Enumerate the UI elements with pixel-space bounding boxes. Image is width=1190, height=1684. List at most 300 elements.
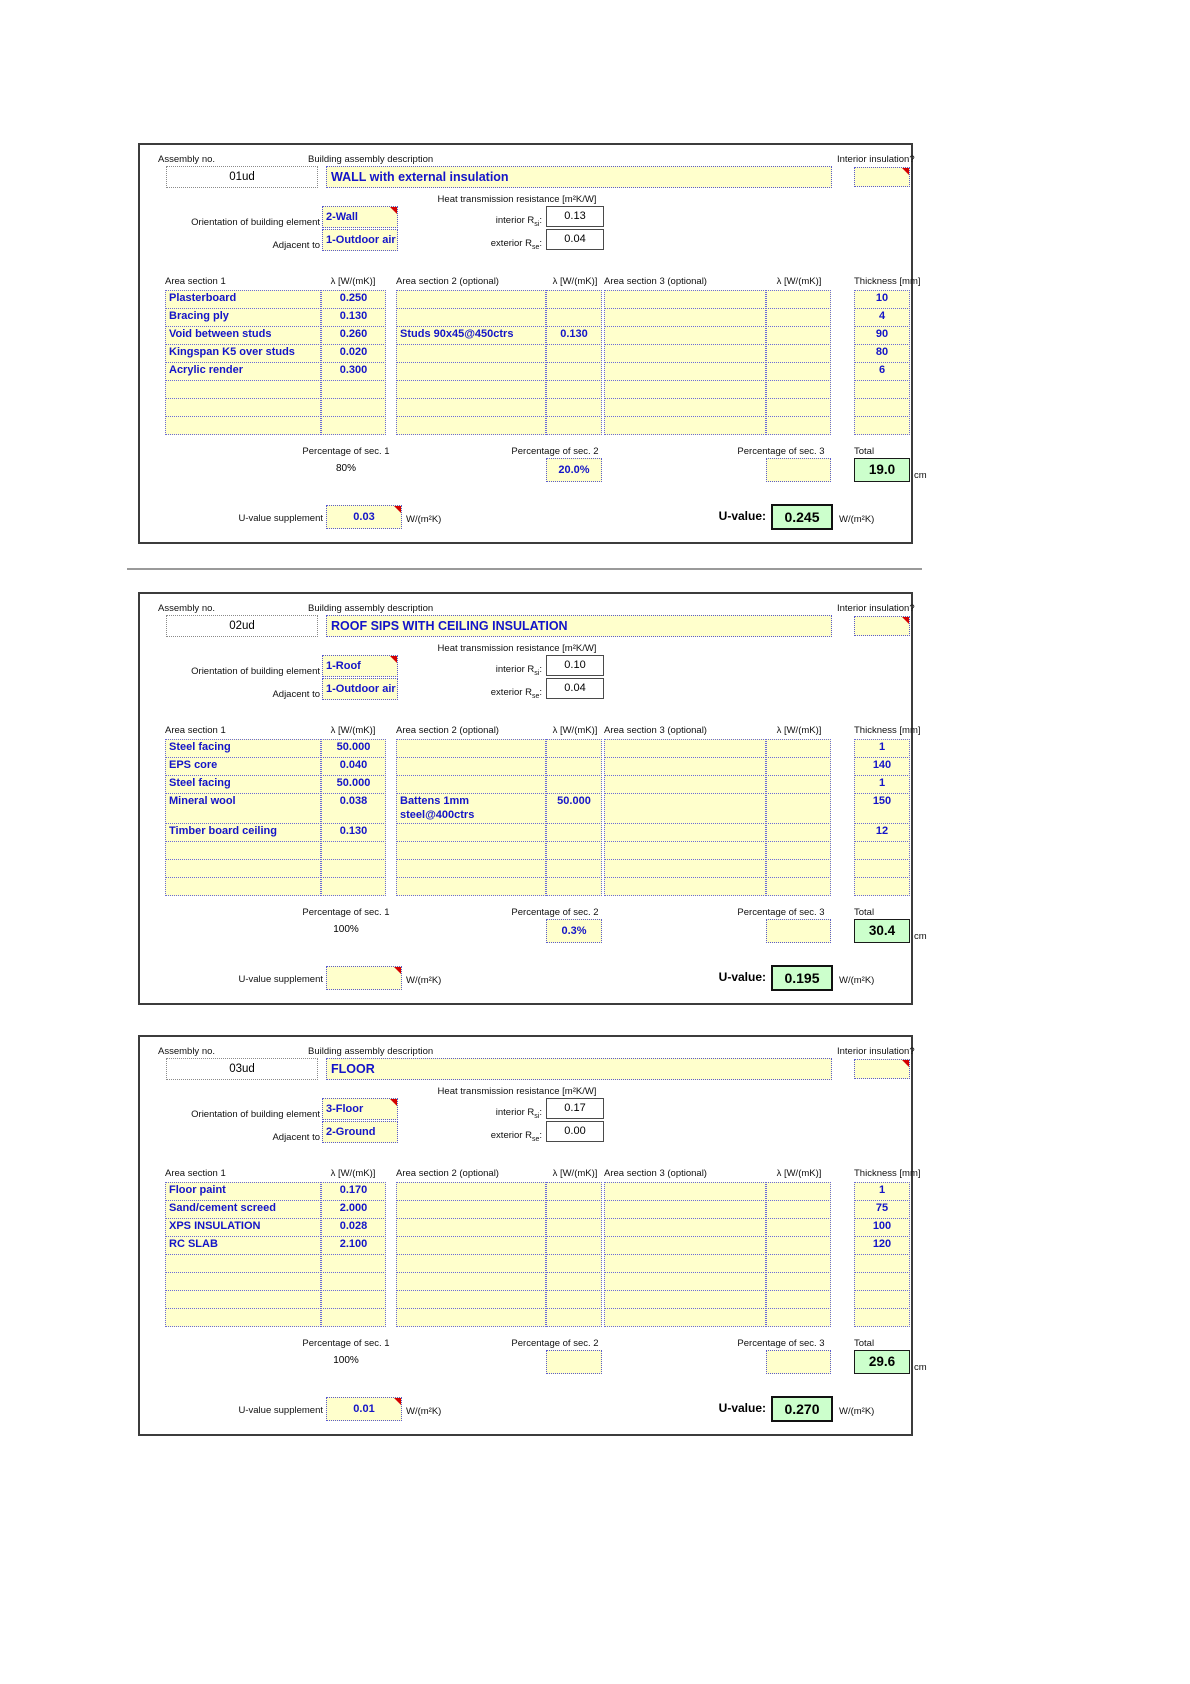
lambda-cell[interactable]: [546, 308, 602, 327]
u-value-unit-label: W/(m²K): [839, 974, 875, 986]
pct1-value: 100%: [333, 923, 359, 935]
supplement-field[interactable]: [326, 966, 402, 990]
supplement-unit-label: W/(m²K): [406, 1405, 442, 1417]
lambda-cell[interactable]: [321, 1254, 386, 1273]
u-value-label: U-value:: [718, 509, 766, 523]
u-value-label: U-value:: [718, 969, 766, 984]
pct3-label: Percentage of sec. 3: [737, 906, 825, 918]
pct2-label: Percentage of sec. 2: [511, 906, 599, 918]
lambda-cell[interactable]: 0.040: [321, 757, 386, 776]
assembly-list: [138, 143, 927, 1466]
table-row: [140, 877, 911, 896]
lambda-cell[interactable]: 0.260: [321, 326, 386, 345]
material-cell[interactable]: Bracing ply: [165, 308, 321, 327]
lambda1-header: λ [W/(mK)]: [330, 276, 376, 287]
material-cell[interactable]: [165, 398, 321, 417]
supplement-field[interactable]: 0.03: [326, 505, 402, 529]
orientation-field[interactable]: 3-Floor: [322, 1098, 398, 1120]
thickness-cell[interactable]: 150: [854, 793, 910, 824]
lambda-cell[interactable]: [546, 344, 602, 363]
exterior-r-value: 0.04: [546, 229, 604, 250]
adjacent-row: [140, 1121, 911, 1144]
lambda2-header: λ [W/(mK)]: [552, 1167, 598, 1179]
assembly-no-label: Assembly no.: [158, 154, 216, 165]
material-cell[interactable]: [604, 1254, 766, 1273]
lambda-cell[interactable]: 50.000: [321, 775, 386, 794]
lambda-cell[interactable]: [766, 380, 831, 399]
u-value-label: U-value:: [718, 1400, 766, 1415]
material-cell[interactable]: [396, 775, 546, 794]
interior-r-value: 0.17: [546, 1098, 604, 1119]
material-cell[interactable]: [396, 1308, 546, 1327]
material-cell[interactable]: Battens 1mm steel@400ctrs: [396, 793, 546, 824]
thickness-cell[interactable]: 1: [854, 1182, 910, 1201]
thickness-cell[interactable]: 10: [854, 290, 910, 309]
material-cell[interactable]: [396, 859, 546, 878]
pct1-label: Percentage of sec. 1: [302, 1337, 390, 1349]
thickness-cell[interactable]: [854, 1254, 910, 1273]
lambda-cell[interactable]: [321, 859, 386, 878]
material-cell[interactable]: [396, 344, 546, 363]
lambda-cell[interactable]: [766, 362, 831, 381]
lambda-cell[interactable]: [546, 290, 602, 309]
adjacent-to-label: Adjacent to: [272, 1131, 320, 1143]
material-cell[interactable]: Steel facing: [165, 775, 321, 794]
assembly-description-field[interactable]: WALL with external insulation: [326, 166, 832, 188]
orientation-field[interactable]: 1-Roof: [322, 655, 398, 677]
lambda-cell[interactable]: [546, 1182, 602, 1201]
lambda-cell[interactable]: [546, 841, 602, 860]
thickness-cell[interactable]: 6: [854, 362, 910, 381]
table-row: [140, 326, 911, 345]
material-cell[interactable]: Void between studs: [165, 326, 321, 345]
pct2-field[interactable]: [546, 1350, 602, 1374]
header-labels-row: [140, 602, 915, 615]
material-cell[interactable]: [604, 823, 766, 842]
lambda-cell[interactable]: [766, 823, 831, 842]
assembly-no-field: 02ud: [166, 615, 318, 637]
assembly-no-label: Assembly no.: [158, 603, 216, 614]
layers-table: [140, 290, 911, 435]
lambda-cell[interactable]: [546, 739, 602, 758]
material-cell[interactable]: [604, 362, 766, 381]
interior-insulation-field[interactable]: [854, 616, 910, 636]
material-cell[interactable]: [604, 344, 766, 363]
material-cell[interactable]: Mineral wool: [165, 793, 321, 824]
material-cell[interactable]: [604, 859, 766, 878]
thickness-cell[interactable]: [854, 859, 910, 878]
table-row: [140, 757, 911, 776]
material-cell[interactable]: [604, 1290, 766, 1309]
thickness-cell[interactable]: 12: [854, 823, 910, 842]
lambda-cell[interactable]: [766, 757, 831, 776]
material-cell[interactable]: [396, 1272, 546, 1291]
material-cell[interactable]: [396, 1290, 546, 1309]
u-value-row: [140, 504, 911, 530]
lambda-cell[interactable]: [766, 290, 831, 309]
material-cell[interactable]: [604, 757, 766, 776]
thickness-header: Thickness [mm]: [854, 1167, 921, 1179]
description-label: Building assembly description: [308, 154, 434, 165]
lambda-cell[interactable]: 0.020: [321, 344, 386, 363]
material-cell[interactable]: [396, 757, 546, 776]
exterior-r-value: 0.00: [546, 1121, 604, 1142]
lambda-cell[interactable]: [766, 841, 831, 860]
cm-unit-label: cm: [914, 930, 927, 942]
lambda-cell[interactable]: 2.000: [321, 1200, 386, 1219]
u-value-unit-label: W/(m²K): [839, 1405, 875, 1417]
lambda-cell[interactable]: 0.250: [321, 290, 386, 309]
orientation-label: Orientation of building element: [191, 217, 320, 228]
lambda-cell[interactable]: [546, 380, 602, 399]
lambda-cell[interactable]: [546, 877, 602, 896]
material-cell[interactable]: [396, 398, 546, 417]
material-cell[interactable]: [396, 823, 546, 842]
pct3-field[interactable]: [766, 1350, 831, 1374]
interior-r-value: 0.10: [546, 655, 604, 676]
thickness-cell[interactable]: [854, 1308, 910, 1327]
lambda-cell[interactable]: [546, 1200, 602, 1219]
orientation-row: [140, 655, 911, 678]
material-cell[interactable]: [604, 326, 766, 345]
lambda-cell[interactable]: [321, 398, 386, 417]
thickness-cell[interactable]: [854, 398, 910, 417]
pct2-field[interactable]: 0.3%: [546, 919, 602, 943]
table-row: [140, 1272, 911, 1291]
header-fields-row: [140, 1058, 911, 1082]
lambda-cell[interactable]: [766, 398, 831, 417]
material-cell[interactable]: [604, 1182, 766, 1201]
orientation-field[interactable]: 2-Wall: [322, 206, 398, 228]
assembly-description-field[interactable]: ROOF SIPS WITH CEILING INSULATION: [326, 615, 832, 637]
material-cell[interactable]: [165, 416, 321, 435]
lambda-cell[interactable]: [766, 1254, 831, 1273]
supplement-label: U-value supplement: [238, 973, 323, 985]
area3-header: Area section 3 (optional): [604, 1167, 707, 1179]
table-row: [140, 416, 911, 435]
lambda-cell[interactable]: [321, 841, 386, 860]
thickness-header: Thickness [mm]: [854, 276, 921, 287]
cm-unit-label: cm: [914, 470, 927, 481]
lambda-cell[interactable]: [766, 1182, 831, 1201]
material-cell[interactable]: [165, 1308, 321, 1327]
thickness-header: Thickness [mm]: [854, 725, 921, 736]
thickness-cell[interactable]: 80: [854, 344, 910, 363]
lambda-cell[interactable]: 0.028: [321, 1218, 386, 1237]
material-cell[interactable]: [165, 1272, 321, 1291]
lambda-cell[interactable]: [766, 859, 831, 878]
header-labels-row: [140, 153, 915, 166]
lambda-cell[interactable]: [546, 775, 602, 794]
adjacent-to-label: Adjacent to: [272, 689, 320, 700]
description-label: Building assembly description: [308, 1045, 434, 1057]
area2-header: Area section 2 (optional): [396, 1167, 499, 1179]
lambda-cell[interactable]: 0.170: [321, 1182, 386, 1201]
material-cell[interactable]: [396, 1200, 546, 1219]
interior-insulation-label: Interior insulation?: [837, 603, 915, 614]
lambda-cell[interactable]: [546, 1254, 602, 1273]
pct1-label: Percentage of sec. 1: [302, 446, 390, 457]
thickness-cell[interactable]: 140: [854, 757, 910, 776]
description-label: Building assembly description: [308, 603, 434, 614]
lambda-cell[interactable]: [766, 1290, 831, 1309]
orientation-row: [140, 1098, 911, 1121]
material-cell[interactable]: [396, 362, 546, 381]
lambda-cell[interactable]: [546, 1236, 602, 1255]
material-cell[interactable]: XPS INSULATION: [165, 1218, 321, 1237]
table-row: [140, 1218, 911, 1237]
material-cell[interactable]: [396, 739, 546, 758]
u-value-result: 0.245: [771, 504, 833, 530]
table-row: [140, 823, 911, 842]
material-cell[interactable]: [165, 1254, 321, 1273]
area2-header: Area section 2 (optional): [396, 725, 499, 736]
lambda2-header: λ [W/(mK)]: [552, 276, 598, 287]
orientation-label: Orientation of building element: [191, 666, 320, 677]
material-cell[interactable]: [604, 739, 766, 758]
total-label: Total: [854, 446, 875, 457]
u-value-row: [140, 965, 911, 991]
material-cell[interactable]: [396, 877, 546, 896]
material-cell[interactable]: [604, 1308, 766, 1327]
lambda-cell[interactable]: [546, 859, 602, 878]
layers-table: [140, 1182, 911, 1327]
thickness-cell[interactable]: [854, 877, 910, 896]
interior-insulation-label: Interior insulation?: [837, 1045, 915, 1057]
material-cell[interactable]: [165, 877, 321, 896]
material-cell[interactable]: Plasterboard: [165, 290, 321, 309]
material-cell[interactable]: [604, 793, 766, 824]
material-cell[interactable]: [604, 1218, 766, 1237]
lambda-cell[interactable]: [546, 362, 602, 381]
material-cell[interactable]: RC SLAB: [165, 1236, 321, 1255]
pct3-field[interactable]: [766, 458, 831, 482]
lambda-cell[interactable]: [766, 1308, 831, 1327]
material-cell[interactable]: [396, 380, 546, 399]
percentage-values-row: [140, 458, 927, 484]
material-cell[interactable]: Studs 90x45@450ctrs: [396, 326, 546, 345]
material-cell[interactable]: Steel facing: [165, 739, 321, 758]
percentage-values-row: [140, 1350, 927, 1376]
lambda-cell[interactable]: 0.130: [546, 326, 602, 345]
area3-header: Area section 3 (optional): [604, 276, 707, 287]
thickness-cell[interactable]: 120: [854, 1236, 910, 1255]
assembly-no-label: Assembly no.: [158, 1045, 216, 1057]
lambda2-header: λ [W/(mK)]: [552, 725, 598, 736]
thickness-cell[interactable]: 90: [854, 326, 910, 345]
lambda-cell[interactable]: [766, 1200, 831, 1219]
total-label: Total: [854, 1337, 875, 1349]
table-row: [140, 1200, 911, 1219]
table-row: [140, 1182, 911, 1201]
thickness-cell[interactable]: 1: [854, 739, 910, 758]
interior-insulation-label: Interior insulation?: [837, 154, 915, 165]
table-row: [140, 1290, 911, 1309]
lambda-cell[interactable]: [766, 1236, 831, 1255]
total-label: Total: [854, 906, 875, 918]
pct1-value: 80%: [335, 463, 356, 474]
interior-r-label: interior $R_{si}$:: [495, 1106, 542, 1120]
material-cell[interactable]: [604, 841, 766, 860]
lambda-cell[interactable]: [321, 1272, 386, 1291]
material-cell[interactable]: [396, 416, 546, 435]
material-cell[interactable]: [604, 380, 766, 399]
lambda-cell[interactable]: 2.100: [321, 1236, 386, 1255]
percentage-labels-row: [140, 1336, 911, 1350]
lambda-cell[interactable]: 0.130: [321, 308, 386, 327]
lambda-cell[interactable]: [546, 416, 602, 435]
total-thickness-value: 30.4: [854, 919, 910, 943]
lambda-cell[interactable]: 50.000: [546, 793, 602, 824]
material-cell[interactable]: [165, 841, 321, 860]
table-row: [140, 739, 911, 758]
table-row: [140, 380, 911, 399]
material-cell[interactable]: [396, 1218, 546, 1237]
area1-header: Area section 1: [165, 1167, 226, 1179]
interior-r-label: interior $R_{si}$:: [495, 215, 542, 228]
assembly-no-field: 03ud: [166, 1058, 318, 1080]
supplement-field[interactable]: 0.01: [326, 1397, 402, 1421]
material-cell[interactable]: [604, 416, 766, 435]
thickness-cell[interactable]: 100: [854, 1218, 910, 1237]
thickness-cell[interactable]: 75: [854, 1200, 910, 1219]
interior-insulation-field[interactable]: [854, 167, 910, 187]
thickness-cell[interactable]: [854, 380, 910, 399]
material-cell[interactable]: Acrylic render: [165, 362, 321, 381]
table-row: [140, 841, 911, 860]
interior-r-value: 0.13: [546, 206, 604, 227]
pct1-label: Percentage of sec. 1: [302, 906, 390, 918]
heat-resistance-label: Heat transmission resistance [m²K/W]: [437, 1085, 597, 1097]
pct2-label: Percentage of sec. 2: [511, 1337, 599, 1349]
material-cell[interactable]: [604, 1236, 766, 1255]
thickness-cell[interactable]: [854, 1272, 910, 1291]
lambda-cell[interactable]: [766, 1272, 831, 1291]
material-cell[interactable]: [396, 1236, 546, 1255]
u-value-unit-label: W/(m²K): [839, 514, 875, 525]
material-cell[interactable]: [165, 1290, 321, 1309]
material-cell[interactable]: [396, 308, 546, 327]
table-row: [140, 775, 911, 794]
lambda-cell[interactable]: 0.300: [321, 362, 386, 381]
table-row: [140, 859, 911, 878]
lambda-cell[interactable]: [766, 344, 831, 363]
area2-header: Area section 2 (optional): [396, 276, 499, 287]
material-cell[interactable]: [396, 290, 546, 309]
material-cell[interactable]: Kingspan K5 over studs: [165, 344, 321, 363]
lambda-cell[interactable]: [766, 739, 831, 758]
percentage-values-row: [140, 919, 927, 945]
interior-r-label: interior $R_{si}$:: [495, 664, 542, 677]
material-cell[interactable]: [604, 877, 766, 896]
material-cell[interactable]: [604, 1272, 766, 1291]
pct2-field[interactable]: 20.0%: [546, 458, 602, 482]
adjacent-to-field[interactable]: 2-Ground: [322, 1121, 398, 1143]
adjacent-to-field[interactable]: 1-Outdoor air: [322, 229, 398, 251]
lambda3-header: λ [W/(mK)]: [776, 725, 822, 736]
lambda-cell[interactable]: 0.038: [321, 793, 386, 824]
material-cell[interactable]: [396, 1182, 546, 1201]
thickness-cell[interactable]: [854, 841, 910, 860]
thickness-cell[interactable]: [854, 1290, 910, 1309]
table-row: [140, 398, 911, 417]
material-cell[interactable]: Floor paint: [165, 1182, 321, 1201]
supplement-label: U-value supplement: [238, 1404, 323, 1416]
material-cell[interactable]: [604, 290, 766, 309]
pct3-field[interactable]: [766, 919, 831, 943]
lambda-cell[interactable]: [321, 416, 386, 435]
material-cell[interactable]: [165, 859, 321, 878]
adjacent-to-field[interactable]: 1-Outdoor air: [322, 678, 398, 700]
lambda-cell[interactable]: [766, 793, 831, 824]
material-cell[interactable]: [396, 1254, 546, 1273]
lambda-cell[interactable]: 50.000: [321, 739, 386, 758]
adjacent-to-label: Adjacent to: [272, 240, 320, 251]
lambda-cell[interactable]: [546, 757, 602, 776]
lambda-cell[interactable]: [766, 308, 831, 327]
exterior-r-label: exterior $R_{se}$:: [490, 238, 542, 251]
assembly-description-field[interactable]: FLOOR: [326, 1058, 832, 1080]
lambda-cell[interactable]: [321, 877, 386, 896]
material-cell[interactable]: [396, 841, 546, 860]
lambda-cell[interactable]: [546, 823, 602, 842]
heat-resistance-row: [140, 1082, 911, 1098]
lambda-cell[interactable]: [321, 1290, 386, 1309]
supplement-label: U-value supplement: [238, 513, 323, 524]
lambda-cell[interactable]: [546, 1290, 602, 1309]
material-cell[interactable]: [604, 775, 766, 794]
material-cell[interactable]: [604, 1200, 766, 1219]
table-row: [140, 362, 911, 381]
header-labels-row: [140, 1045, 915, 1058]
total-thickness-value: 29.6: [854, 1350, 910, 1374]
pct2-label: Percentage of sec. 2: [511, 446, 599, 457]
lambda-cell[interactable]: [766, 1218, 831, 1237]
material-cell[interactable]: Timber board ceiling: [165, 823, 321, 842]
pct1-value: 100%: [333, 1354, 359, 1366]
assembly-section: [138, 143, 927, 544]
u-value-row: [140, 1396, 911, 1422]
lambda-cell[interactable]: 0.130: [321, 823, 386, 842]
lambda-cell[interactable]: [546, 1218, 602, 1237]
lambda-cell[interactable]: [321, 1308, 386, 1327]
material-cell[interactable]: [604, 398, 766, 417]
lambda-cell[interactable]: [766, 326, 831, 345]
material-cell[interactable]: [165, 380, 321, 399]
lambda-cell[interactable]: [766, 416, 831, 435]
lambda-cell[interactable]: [546, 398, 602, 417]
table-row: [140, 344, 911, 363]
lambda-cell[interactable]: [321, 380, 386, 399]
material-cell[interactable]: Sand/cement screed: [165, 1200, 321, 1219]
material-cell[interactable]: EPS core: [165, 757, 321, 776]
table-row: [140, 308, 911, 327]
lambda-cell[interactable]: [766, 877, 831, 896]
layers-table: [140, 739, 911, 896]
material-cell[interactable]: [604, 308, 766, 327]
heat-resistance-label: Heat transmission resistance [m²K/W]: [437, 643, 597, 654]
lambda-cell[interactable]: [766, 775, 831, 794]
thickness-cell[interactable]: [854, 416, 910, 435]
lambda1-header: λ [W/(mK)]: [330, 725, 376, 736]
interior-insulation-field[interactable]: [854, 1059, 910, 1079]
lambda-cell[interactable]: [546, 1308, 602, 1327]
lambda-cell[interactable]: [546, 1272, 602, 1291]
heat-resistance-row: [140, 190, 911, 206]
thickness-cell[interactable]: 1: [854, 775, 910, 794]
thickness-cell[interactable]: 4: [854, 308, 910, 327]
table-header-row: [140, 1166, 921, 1180]
